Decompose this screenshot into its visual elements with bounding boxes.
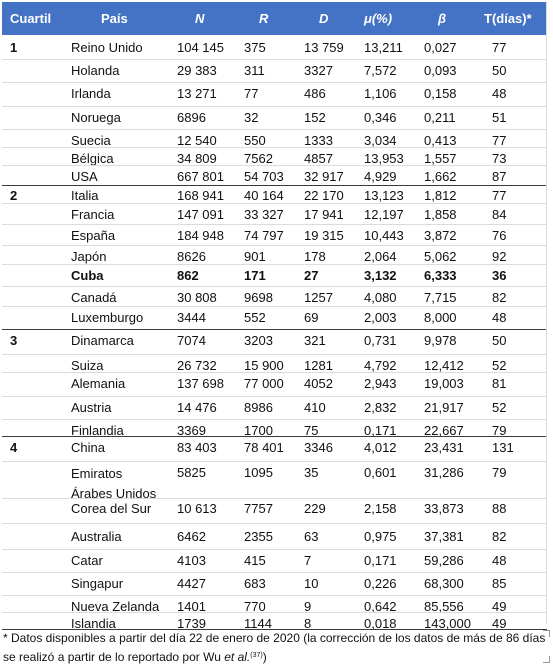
cell-mu: 2,158 bbox=[364, 501, 397, 516]
cell-n: 184 948 bbox=[177, 228, 224, 243]
cell-n: 29 383 bbox=[177, 63, 217, 78]
cell-r: 311 bbox=[244, 63, 265, 78]
cell-d: 3327 bbox=[304, 63, 333, 78]
cell-r: 3203 bbox=[244, 333, 273, 348]
row-divider bbox=[2, 129, 547, 130]
header-t: T(días)* bbox=[484, 11, 532, 26]
cell-d: 19 315 bbox=[304, 228, 344, 243]
quartile-divider bbox=[2, 329, 547, 330]
cell-r: 415 bbox=[244, 553, 266, 568]
cell-r: 683 bbox=[244, 576, 266, 591]
cell-n: 83 403 bbox=[177, 440, 217, 455]
cell-r: 8986 bbox=[244, 400, 273, 415]
row-divider bbox=[2, 396, 547, 397]
cell-pais: Austria bbox=[71, 400, 112, 415]
cell-r: 550 bbox=[244, 133, 266, 148]
cell-mu: 13,211 bbox=[364, 40, 403, 55]
cell-d: 7 bbox=[304, 553, 312, 568]
row-divider bbox=[2, 82, 547, 83]
cell-mu: 2,943 bbox=[364, 376, 397, 391]
cell-mu: 0,731 bbox=[364, 333, 397, 348]
cell-t: 52 bbox=[492, 400, 507, 415]
cell-t: 51 bbox=[492, 110, 507, 125]
cell-n: 6896 bbox=[177, 110, 206, 125]
cell-d: 321 bbox=[304, 333, 326, 348]
cell-beta: 85,556 bbox=[424, 599, 464, 614]
cell-mu: 4,792 bbox=[364, 358, 397, 373]
cell-mu: 7,572 bbox=[364, 63, 397, 78]
cell-t: 77 bbox=[492, 133, 507, 148]
cell-d: 486 bbox=[304, 86, 326, 101]
header-n: N bbox=[195, 11, 205, 26]
footnote-italic: et al. bbox=[224, 650, 251, 664]
cell-mu: 0,171 bbox=[364, 553, 397, 568]
cell-mu: 12,197 bbox=[364, 207, 404, 222]
row-divider bbox=[2, 354, 547, 355]
cell-t: 76 bbox=[492, 228, 507, 243]
cell-d: 63 bbox=[304, 529, 319, 544]
row-divider bbox=[2, 372, 547, 373]
cell-d: 410 bbox=[304, 400, 326, 415]
cell-mu: 3,132 bbox=[364, 268, 397, 283]
cell-mu: 4,012 bbox=[364, 440, 397, 455]
cell-pais: Italia bbox=[71, 188, 99, 203]
cell-n: 104 145 bbox=[177, 40, 224, 55]
cell-beta: 143,000 bbox=[424, 616, 471, 631]
cell-mu: 0,018 bbox=[364, 616, 397, 631]
cell-beta: 3,872 bbox=[424, 228, 457, 243]
row-divider bbox=[2, 306, 547, 307]
cell-r: 32 bbox=[244, 110, 259, 125]
cell-t: 77 bbox=[492, 40, 507, 55]
cell-d: 10 bbox=[304, 576, 319, 591]
table-right-border bbox=[546, 2, 547, 624]
row-divider bbox=[2, 523, 547, 524]
row-divider bbox=[2, 165, 547, 166]
cell-pais: Suiza bbox=[71, 358, 104, 373]
cell-t: 36 bbox=[492, 268, 507, 283]
cell-d: 152 bbox=[304, 110, 326, 125]
cell-mu: 0,975 bbox=[364, 529, 397, 544]
row-divider bbox=[2, 147, 547, 148]
cell-pais: Cuba bbox=[71, 268, 104, 283]
cell-d: 1333 bbox=[304, 133, 333, 148]
cell-pais: Finlandia bbox=[71, 423, 124, 438]
cell-beta: 6,333 bbox=[424, 268, 457, 283]
row-divider bbox=[2, 106, 547, 107]
cell-pais: Dinamarca bbox=[71, 333, 134, 348]
cell-n: 1401 bbox=[177, 599, 206, 614]
quartile-label: 3 bbox=[10, 333, 18, 348]
cell-beta: 0,413 bbox=[424, 133, 457, 148]
cell-d: 69 bbox=[304, 310, 319, 325]
row-divider bbox=[2, 572, 547, 573]
cell-t: 82 bbox=[492, 529, 507, 544]
cell-beta: 22,667 bbox=[424, 423, 464, 438]
footnote-end: ) bbox=[262, 650, 267, 664]
cell-r: 78 401 bbox=[244, 440, 284, 455]
cell-pais: Catar bbox=[71, 553, 103, 568]
header-r: R bbox=[259, 11, 269, 26]
header-beta: β bbox=[438, 11, 447, 26]
cell-pais: Francia bbox=[71, 207, 115, 222]
cell-beta: 5,062 bbox=[424, 249, 457, 264]
cell-pais: Canadá bbox=[71, 290, 117, 305]
cell-n: 667 801 bbox=[177, 169, 224, 184]
crop-mark-top bbox=[543, 630, 550, 637]
row-divider bbox=[2, 612, 547, 613]
quartile-label: 1 bbox=[10, 40, 18, 55]
header-mu: μ(%) bbox=[364, 11, 393, 26]
quartile-label: 2 bbox=[10, 188, 18, 203]
cell-t: 52 bbox=[492, 358, 507, 373]
cell-beta: 19,003 bbox=[424, 376, 464, 391]
cell-d: 75 bbox=[304, 423, 319, 438]
cell-d: 13 759 bbox=[304, 40, 344, 55]
cell-pais: Reino Unido bbox=[71, 40, 143, 55]
cell-r: 9698 bbox=[244, 290, 273, 305]
quartile-divider bbox=[2, 185, 547, 186]
cell-n: 8626 bbox=[177, 249, 206, 264]
cell-d: 8 bbox=[304, 616, 312, 631]
cell-t: 87 bbox=[492, 169, 507, 184]
cell-n: 147 091 bbox=[177, 207, 224, 222]
cell-mu: 0,601 bbox=[364, 465, 397, 480]
quartile-label: 4 bbox=[10, 440, 18, 455]
cell-r: 375 bbox=[244, 40, 266, 55]
cell-n: 5825 bbox=[177, 465, 206, 480]
cell-n: 4103 bbox=[177, 553, 206, 568]
row-divider bbox=[2, 264, 547, 265]
row-divider bbox=[2, 498, 547, 499]
cell-mu: 10,443 bbox=[364, 228, 404, 243]
cell-t: 84 bbox=[492, 207, 507, 222]
cell-t: 81 bbox=[492, 376, 507, 391]
cell-t: 79 bbox=[492, 465, 507, 480]
cell-pais: Noruega bbox=[71, 110, 121, 125]
cell-t: 85 bbox=[492, 576, 507, 591]
cell-t: 48 bbox=[492, 553, 507, 568]
cell-r: 40 164 bbox=[244, 188, 284, 203]
cell-d: 17 941 bbox=[304, 207, 344, 222]
cell-t: 88 bbox=[492, 501, 507, 516]
cell-r: 7757 bbox=[244, 501, 273, 516]
cell-beta: 33,873 bbox=[424, 501, 464, 516]
cell-n: 137 698 bbox=[177, 376, 224, 391]
cell-r: 15 900 bbox=[244, 358, 284, 373]
cell-n: 14 476 bbox=[177, 400, 217, 415]
cell-n: 168 941 bbox=[177, 188, 224, 203]
cell-n: 1739 bbox=[177, 616, 206, 631]
cell-t: 49 bbox=[492, 616, 507, 631]
cell-mu: 3,034 bbox=[364, 133, 397, 148]
cell-n: 7074 bbox=[177, 333, 206, 348]
cell-n: 10 613 bbox=[177, 501, 217, 516]
footnote-ref: (37) bbox=[250, 652, 263, 659]
cell-t: 50 bbox=[492, 333, 507, 348]
cell-beta: 21,917 bbox=[424, 400, 464, 415]
crop-mark-bottom bbox=[543, 656, 550, 663]
cell-t: 92 bbox=[492, 249, 507, 264]
cell-pais: Nueva Zelanda bbox=[71, 599, 160, 614]
cell-d: 229 bbox=[304, 501, 326, 516]
cell-beta: 23,431 bbox=[424, 440, 464, 455]
cell-beta: 0,158 bbox=[424, 86, 457, 101]
footnote-text: * Datos disponibles a partir del día 22 de enero de 2020 (la corrección de los datos de más de 86 días se realizó a partir de lo reportado por Wu bbox=[3, 631, 546, 664]
cell-t: 48 bbox=[492, 310, 507, 325]
cell-n: 862 bbox=[177, 268, 199, 283]
cell-t: 79 bbox=[492, 423, 507, 438]
cell-r: 552 bbox=[244, 310, 266, 325]
row-divider bbox=[2, 245, 547, 246]
cell-beta: 1,858 bbox=[424, 207, 457, 222]
cell-beta: 1,662 bbox=[424, 169, 457, 184]
header-d: D bbox=[319, 11, 329, 26]
cell-beta: 1,557 bbox=[424, 151, 457, 166]
cell-d: 9 bbox=[304, 599, 312, 614]
cell-n: 6462 bbox=[177, 529, 206, 544]
cell-r: 74 797 bbox=[244, 228, 284, 243]
cell-beta: 0,211 bbox=[424, 110, 456, 125]
cell-mu: 0,642 bbox=[364, 599, 397, 614]
header-pais: País bbox=[101, 11, 128, 26]
cell-n: 26 732 bbox=[177, 358, 217, 373]
quartile-divider bbox=[2, 436, 547, 437]
cell-t: 49 bbox=[492, 599, 507, 614]
cell-beta: 68,300 bbox=[424, 576, 464, 591]
cell-r: 171 bbox=[244, 268, 266, 283]
cell-pais: España bbox=[71, 228, 116, 243]
cell-beta: 37,381 bbox=[424, 529, 464, 544]
cell-r: 770 bbox=[244, 599, 266, 614]
cell-mu: 0,226 bbox=[364, 576, 397, 591]
footnote bbox=[3, 630, 548, 666]
cell-r: 54 703 bbox=[244, 169, 284, 184]
cell-r: 1700 bbox=[244, 423, 273, 438]
cell-pais: Islandia bbox=[71, 616, 116, 631]
cell-d: 35 bbox=[304, 465, 319, 480]
cell-pais: Emiratos Árabes Unidos bbox=[71, 466, 157, 501]
cell-n: 34 809 bbox=[177, 151, 217, 166]
cell-mu: 13,123 bbox=[364, 188, 404, 203]
cell-beta: 12,412 bbox=[424, 358, 464, 373]
cell-r: 1095 bbox=[244, 465, 273, 480]
cell-t: 77 bbox=[492, 188, 507, 203]
cell-r: 33 327 bbox=[244, 207, 284, 222]
cell-beta: 0,093 bbox=[424, 63, 457, 78]
cell-beta: 31,286 bbox=[424, 465, 464, 480]
cell-mu: 2,064 bbox=[364, 249, 397, 264]
cell-mu: 2,832 bbox=[364, 400, 397, 415]
cell-mu: 4,080 bbox=[364, 290, 397, 305]
cell-n: 30 808 bbox=[177, 290, 217, 305]
cell-beta: 59,286 bbox=[424, 553, 464, 568]
row-divider bbox=[2, 224, 547, 225]
cell-d: 1281 bbox=[304, 358, 333, 373]
cell-n: 3369 bbox=[177, 423, 206, 438]
cell-t: 50 bbox=[492, 63, 507, 78]
cell-beta: 7,715 bbox=[424, 290, 457, 305]
cell-pais: Australia bbox=[71, 529, 122, 544]
cell-pais: China bbox=[71, 440, 105, 455]
cell-mu: 2,003 bbox=[364, 310, 397, 325]
row-divider bbox=[2, 59, 547, 60]
cell-d: 27 bbox=[304, 268, 319, 283]
row-divider bbox=[2, 286, 547, 287]
cell-d: 32 917 bbox=[304, 169, 344, 184]
row-divider bbox=[2, 419, 547, 420]
cell-d: 178 bbox=[304, 249, 326, 264]
cell-mu: 4,929 bbox=[364, 169, 397, 184]
cell-t: 73 bbox=[492, 151, 507, 166]
cell-pais: Holanda bbox=[71, 63, 120, 78]
cell-r: 77 000 bbox=[244, 376, 284, 391]
cell-mu: 13,953 bbox=[364, 151, 404, 166]
cell-mu: 0,346 bbox=[364, 110, 397, 125]
cell-pais: Luxemburgo bbox=[71, 310, 144, 325]
cell-d: 3346 bbox=[304, 440, 333, 455]
cell-beta: 0,027 bbox=[424, 40, 457, 55]
cell-r: 7562 bbox=[244, 151, 273, 166]
cell-d: 4857 bbox=[304, 151, 333, 166]
cell-pais: Suecia bbox=[71, 133, 111, 148]
header-cuartil: Cuartil bbox=[10, 11, 52, 26]
cell-r: 2355 bbox=[244, 529, 273, 544]
cell-pais: Corea del Sur bbox=[71, 501, 152, 516]
cell-pais: USA bbox=[71, 169, 98, 184]
row-divider bbox=[2, 203, 547, 204]
cell-d: 22 170 bbox=[304, 188, 344, 203]
cell-pais: Japón bbox=[71, 249, 107, 264]
cell-pais: Singapur bbox=[71, 576, 124, 591]
cell-beta: 1,812 bbox=[424, 188, 457, 203]
cell-mu: 1,106 bbox=[364, 86, 397, 101]
cell-n: 12 540 bbox=[177, 133, 217, 148]
cell-pais: Bélgica bbox=[71, 151, 114, 166]
row-divider bbox=[2, 595, 547, 596]
cell-mu: 0,171 bbox=[364, 423, 397, 438]
cell-n: 3444 bbox=[177, 310, 206, 325]
row-divider bbox=[2, 461, 547, 462]
cell-beta: 9,978 bbox=[424, 333, 457, 348]
cell-n: 4427 bbox=[177, 576, 206, 591]
cell-t: 82 bbox=[492, 290, 507, 305]
cell-t: 48 bbox=[492, 86, 507, 101]
cell-t: 131 bbox=[492, 440, 514, 455]
table-header bbox=[2, 2, 547, 35]
cell-pais: Alemania bbox=[71, 376, 126, 391]
cell-beta: 8,000 bbox=[424, 310, 457, 325]
cell-r: 77 bbox=[244, 86, 259, 101]
cell-r: 1144 bbox=[244, 616, 272, 631]
cell-d: 1257 bbox=[304, 290, 333, 305]
cell-d: 4052 bbox=[304, 376, 333, 391]
cell-r: 901 bbox=[244, 249, 266, 264]
cell-n: 13 271 bbox=[177, 86, 217, 101]
row-divider bbox=[2, 549, 547, 550]
cell-pais: Irlanda bbox=[71, 86, 111, 101]
